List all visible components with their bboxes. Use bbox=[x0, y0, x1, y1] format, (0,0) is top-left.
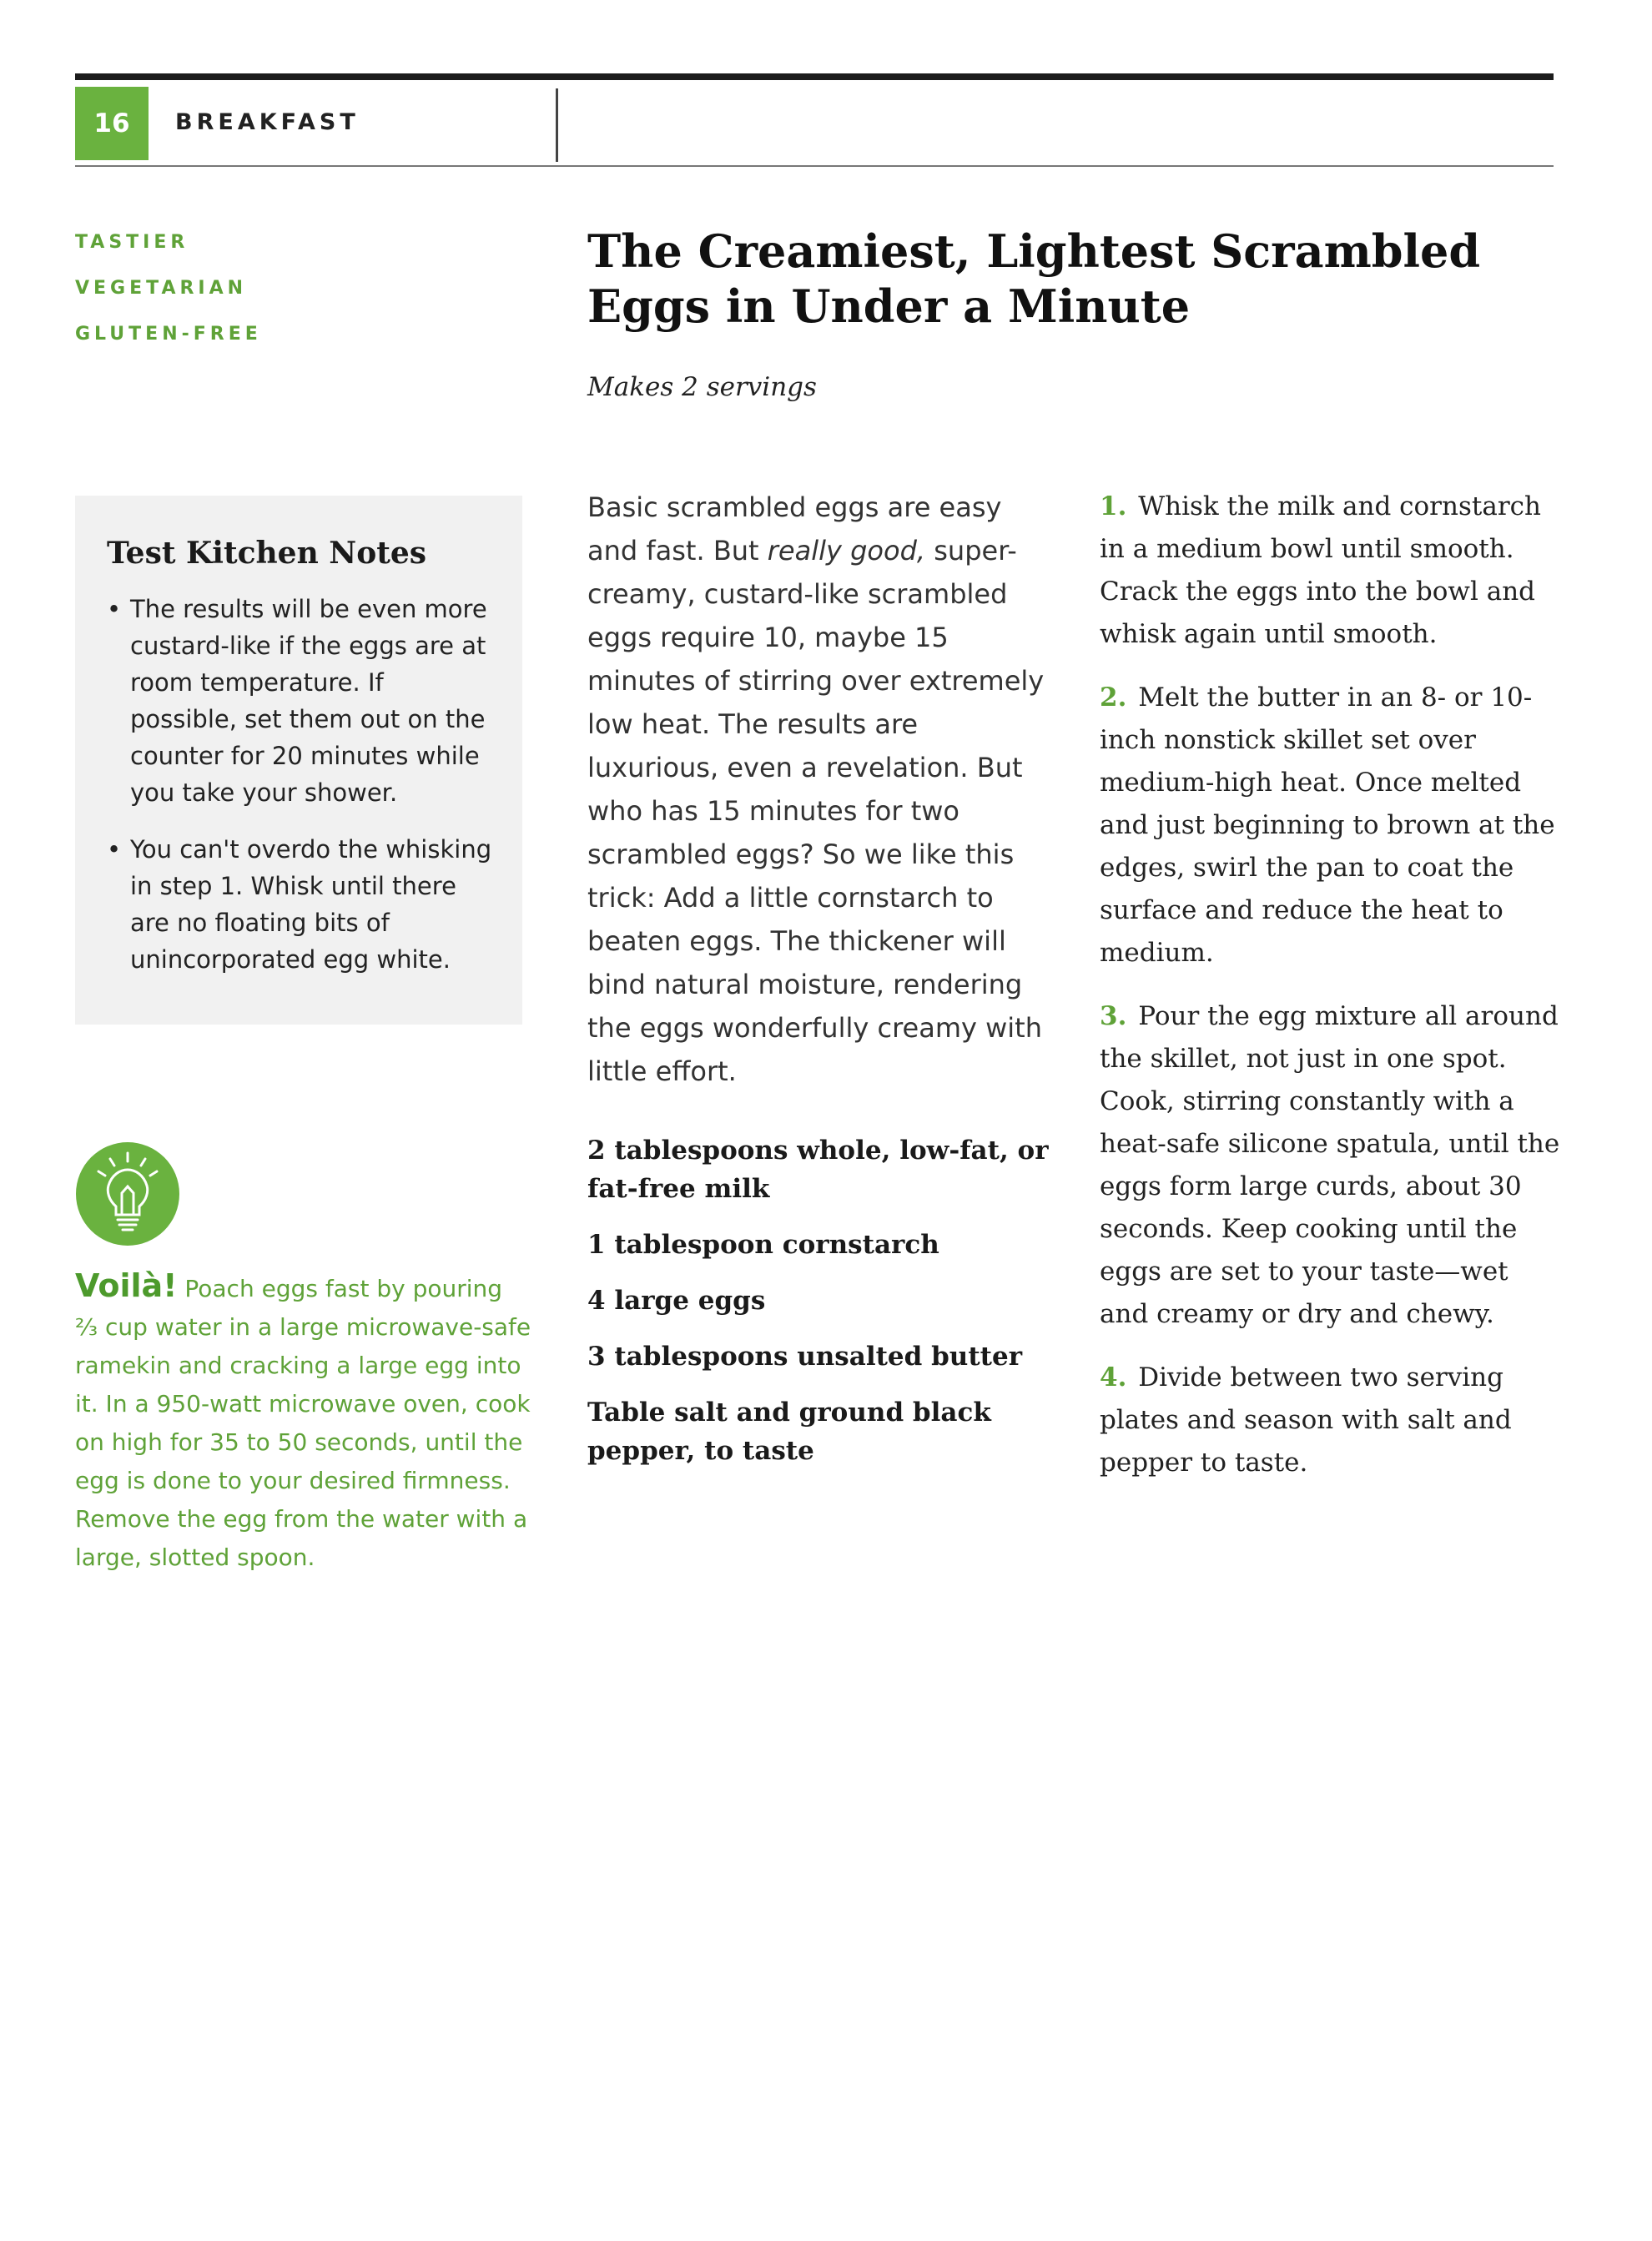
method-step bbox=[1100, 677, 1564, 974]
running-header bbox=[75, 87, 1554, 165]
method-steps bbox=[1100, 486, 1564, 1505]
test-kitchen-notes-box bbox=[75, 496, 522, 1025]
ingredient-item: Table salt and ground black pepper, to taste bbox=[587, 1397, 991, 1466]
ingredient-item: 3 tablespoons unsalted butter bbox=[587, 1342, 1023, 1372]
step-text: Melt the butter in an 8- or 10-inch nonstick skillet set over medium-high heat. Once melted and just beginning to brown at the edges, swirl the pan to coat the surface and reduce the heat to medium. bbox=[1100, 682, 1555, 968]
method-step bbox=[1100, 1357, 1564, 1484]
notes-list-item bbox=[107, 831, 496, 978]
ingredient-item: 2 tablespoons whole, low-fat, or fat-free milk bbox=[587, 1136, 1049, 1204]
ingredient-item: 1 tablespoon cornstarch bbox=[587, 1230, 939, 1260]
test-kitchen-notes-title: Test Kitchen Notes bbox=[107, 536, 427, 571]
step-text: Divide between two serving plates and season with salt and pepper to taste. bbox=[1100, 1362, 1512, 1478]
step-number: 3. bbox=[1100, 1001, 1127, 1031]
section-label: BREAKFAST bbox=[175, 109, 360, 135]
step-number: 4. bbox=[1100, 1362, 1127, 1392]
tag-gluten-free: GLUTEN-FREE bbox=[75, 324, 262, 345]
ingredient-item: 4 large eggs bbox=[587, 1286, 766, 1316]
voila-heading: Voilà! bbox=[75, 1267, 178, 1304]
lightbulb-icon bbox=[73, 1138, 182, 1246]
voila-tip bbox=[75, 1267, 532, 1577]
method-step bbox=[1100, 486, 1564, 656]
step-number: 1. bbox=[1100, 491, 1127, 521]
step-text: Whisk the milk and cornstarch in a medium bowl until smooth. Crack the eggs into the bowl and whisk again until smooth. bbox=[1100, 491, 1541, 649]
recipe-tags bbox=[75, 232, 262, 370]
test-kitchen-notes-list bbox=[107, 591, 496, 978]
intro-italic-text: really good, bbox=[767, 535, 926, 567]
header-bottom-rule bbox=[75, 165, 1554, 167]
recipe-intro bbox=[587, 486, 1055, 1093]
notes-item-text: You can't overdo the whisking in step 1. Whisk until there are no floating bits of unincorporated egg white. bbox=[130, 835, 492, 974]
intro-text-start: Basic scrambled eggs are easy and fast. But bbox=[587, 491, 1002, 567]
voila-text: Poach eggs fast by pouring ⅔ cup water in a large microwave-safe ramekin and cracking a large egg into it. In a 950-watt microwave oven, cook on high for 35 to 50 seconds, until the egg is done to your desired firmness. Remove the egg from the water with a large, slotted spoon. bbox=[75, 1275, 531, 1571]
bullet-icon: • bbox=[107, 835, 122, 864]
servings-line: Makes 2 servings bbox=[587, 372, 817, 402]
tag-vegetarian: VEGETARIAN bbox=[75, 278, 248, 299]
top-rule bbox=[75, 73, 1554, 80]
header-divider bbox=[556, 88, 558, 162]
tag-tastier: TASTIER bbox=[75, 232, 189, 253]
step-number: 2. bbox=[1100, 682, 1127, 713]
recipe-title: The Creamiest, Lightest Scrambled Eggs in Under a Minute bbox=[587, 224, 1481, 333]
page-number-badge: 16 bbox=[75, 87, 149, 160]
ingredients-list bbox=[587, 1131, 1055, 1488]
method-step bbox=[1100, 995, 1564, 1336]
step-text: Pour the egg mixture all around the skillet, not just in one spot. Cook, stirring constantly with a heat-safe silicone spatula, until the eggs form large curds, about 30 seconds. Keep cooking until the eggs are set to your taste—wet and creamy or dry and chewy. bbox=[1100, 1001, 1560, 1329]
intro-text-end: super-creamy, custard-like scrambled eggs require 10, maybe 15 minutes of stirring over extremely low heat. The results are luxurious, even a revelation. But who has 15 minutes for two scrambled eggs? So we like this trick: Add a little cornstarch to beaten eggs. The thickener will bind natural moisture, rendering the eggs wonderfully creamy with little effort. bbox=[587, 535, 1045, 1087]
bullet-icon: • bbox=[107, 595, 122, 623]
notes-list-item bbox=[107, 591, 496, 811]
notes-item-text: The results will be even more custard-like if the eggs are at room temperature. If possible, set them out on the counter for 20 minutes while you take your shower. bbox=[130, 595, 487, 807]
